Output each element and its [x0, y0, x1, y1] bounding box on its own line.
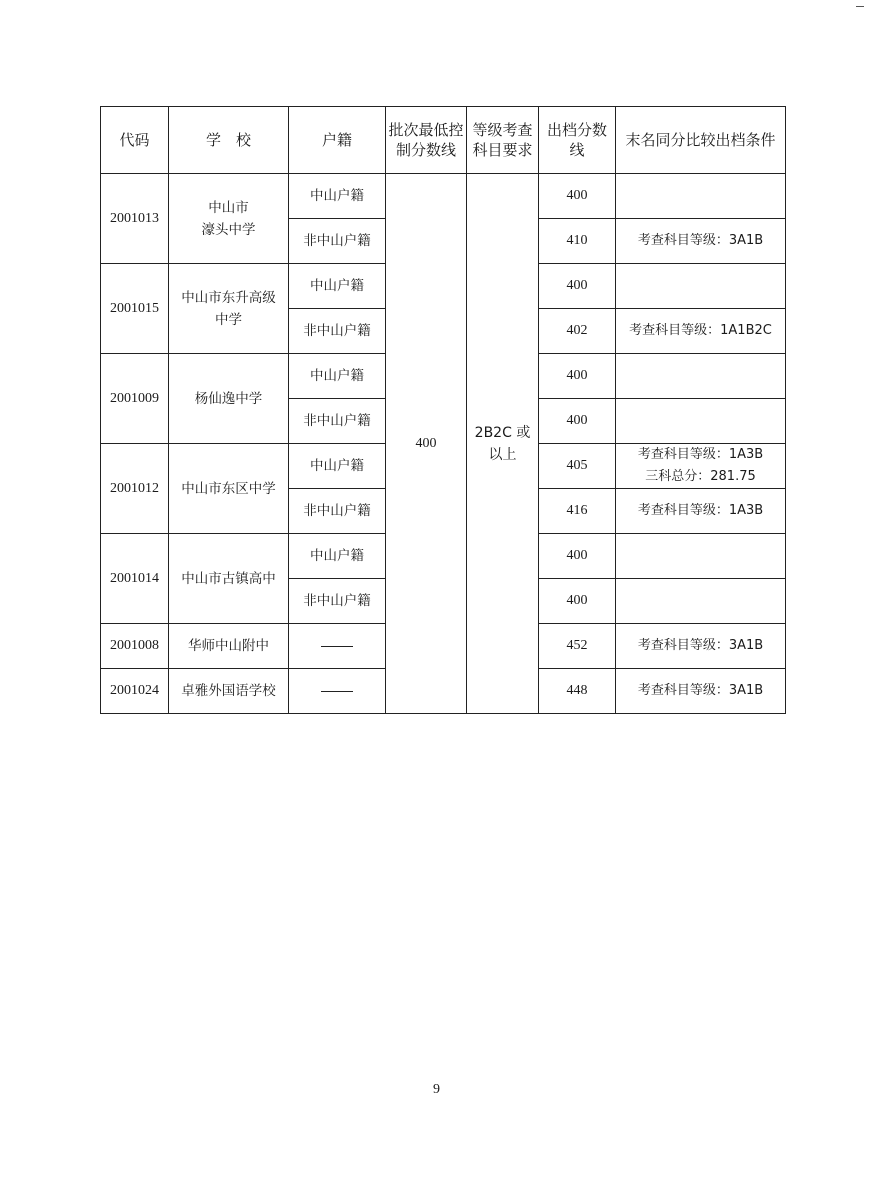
tie-condition-line: 三科总分：281.75 [645, 469, 756, 484]
school-name-line: 杨仙逸中学 [194, 390, 263, 407]
cutoff-score: 400 [539, 354, 616, 399]
school-name-line: 中山市东升高级 [181, 289, 276, 306]
cutoff-score: 400 [539, 399, 616, 444]
tie-condition [616, 624, 786, 669]
dash-mark [321, 691, 353, 692]
hukou-not-applicable [289, 624, 386, 669]
cutoff-score: 400 [539, 264, 616, 309]
dash-mark [321, 646, 353, 647]
page-number: 9 [433, 1082, 440, 1097]
hukou-cell: 非中山户籍 [289, 399, 386, 444]
tie-condition [616, 219, 786, 264]
tie-condition [616, 579, 786, 624]
school-name [169, 624, 289, 669]
tie-condition [616, 534, 786, 579]
school-code: 2001024 [101, 669, 169, 714]
school-name-line: 中山市 [208, 199, 249, 216]
tie-condition [616, 309, 786, 354]
tie-condition [616, 354, 786, 399]
school-name-line: 华师中山附中 [188, 638, 269, 654]
tie-condition [616, 444, 786, 489]
table-row [101, 174, 786, 219]
header-school: 学 校 [169, 107, 289, 174]
tie-condition [616, 264, 786, 309]
hukou-cell: 非中山户籍 [289, 579, 386, 624]
tie-condition-line: 考查科目等级：3A1B [637, 638, 764, 653]
cutoff-score: 405 [539, 444, 616, 489]
table-header-row [101, 107, 786, 174]
school-code: 2001014 [101, 534, 169, 624]
school-name [169, 354, 289, 444]
header-cutoff: 出档分数线 [539, 107, 616, 174]
school-name [169, 669, 289, 714]
cutoff-score: 416 [539, 489, 616, 534]
cutoff-score: 448 [539, 669, 616, 714]
cutoff-score: 400 [539, 534, 616, 579]
scan-corner-mark [856, 6, 864, 7]
header-batch-min: 批次最低控制分数线 [386, 107, 467, 174]
header-tie-rule: 末名同分比较出档条件 [616, 107, 786, 174]
cutoff-score: 452 [539, 624, 616, 669]
tie-condition-line: 考查科目等级：3A1B [637, 683, 764, 698]
hukou-not-applicable [289, 669, 386, 714]
school-name-line: 中学 [215, 311, 242, 328]
tie-condition [616, 489, 786, 534]
cutoff-score: 400 [539, 579, 616, 624]
school-code: 2001013 [101, 174, 169, 264]
school-name [169, 444, 289, 534]
batch-min-score [386, 174, 467, 714]
tie-condition-line: 考查科目等级：1A1B2C [629, 323, 772, 338]
school-name [169, 264, 289, 354]
batch-min-value: 400 [415, 436, 437, 451]
tie-condition-line: 考查科目等级：3A1B [637, 233, 764, 248]
grade-requirement-line: 2B2C 或 [474, 424, 531, 441]
tie-condition [616, 399, 786, 444]
school-code: 2001009 [101, 354, 169, 444]
hukou-cell: 非中山户籍 [289, 489, 386, 534]
cutoff-score: 410 [539, 219, 616, 264]
school-name [169, 174, 289, 264]
school-name-line: 中山市古镇高中 [181, 570, 276, 587]
tie-condition [616, 669, 786, 714]
tie-condition-line: 考查科目等级：1A3B [637, 503, 764, 518]
grade-requirement [467, 174, 539, 714]
hukou-cell: 中山户籍 [289, 534, 386, 579]
cutoff-score: 402 [539, 309, 616, 354]
admission-score-table [100, 106, 786, 714]
hukou-cell: 中山户籍 [289, 444, 386, 489]
grade-requirement-line: 以上 [488, 446, 517, 463]
school-code: 2001008 [101, 624, 169, 669]
header-code: 代码 [101, 107, 169, 174]
tie-condition-line: 考查科目等级：1A3B [637, 447, 764, 462]
hukou-cell: 中山户籍 [289, 174, 386, 219]
hukou-cell: 非中山户籍 [289, 309, 386, 354]
header-hukou: 户籍 [289, 107, 386, 174]
hukou-cell: 非中山户籍 [289, 219, 386, 264]
tie-condition [616, 174, 786, 219]
school-name-line: 卓雅外国语学校 [181, 683, 276, 699]
school-name-line: 濠头中学 [201, 221, 256, 238]
header-grade-req: 等级考查科目要求 [467, 107, 539, 174]
school-code: 2001015 [101, 264, 169, 354]
hukou-cell: 中山户籍 [289, 264, 386, 309]
hukou-cell: 中山户籍 [289, 354, 386, 399]
school-name-line: 中山市东区中学 [181, 480, 276, 497]
school-code: 2001012 [101, 444, 169, 534]
school-name [169, 534, 289, 624]
cutoff-score: 400 [539, 174, 616, 219]
